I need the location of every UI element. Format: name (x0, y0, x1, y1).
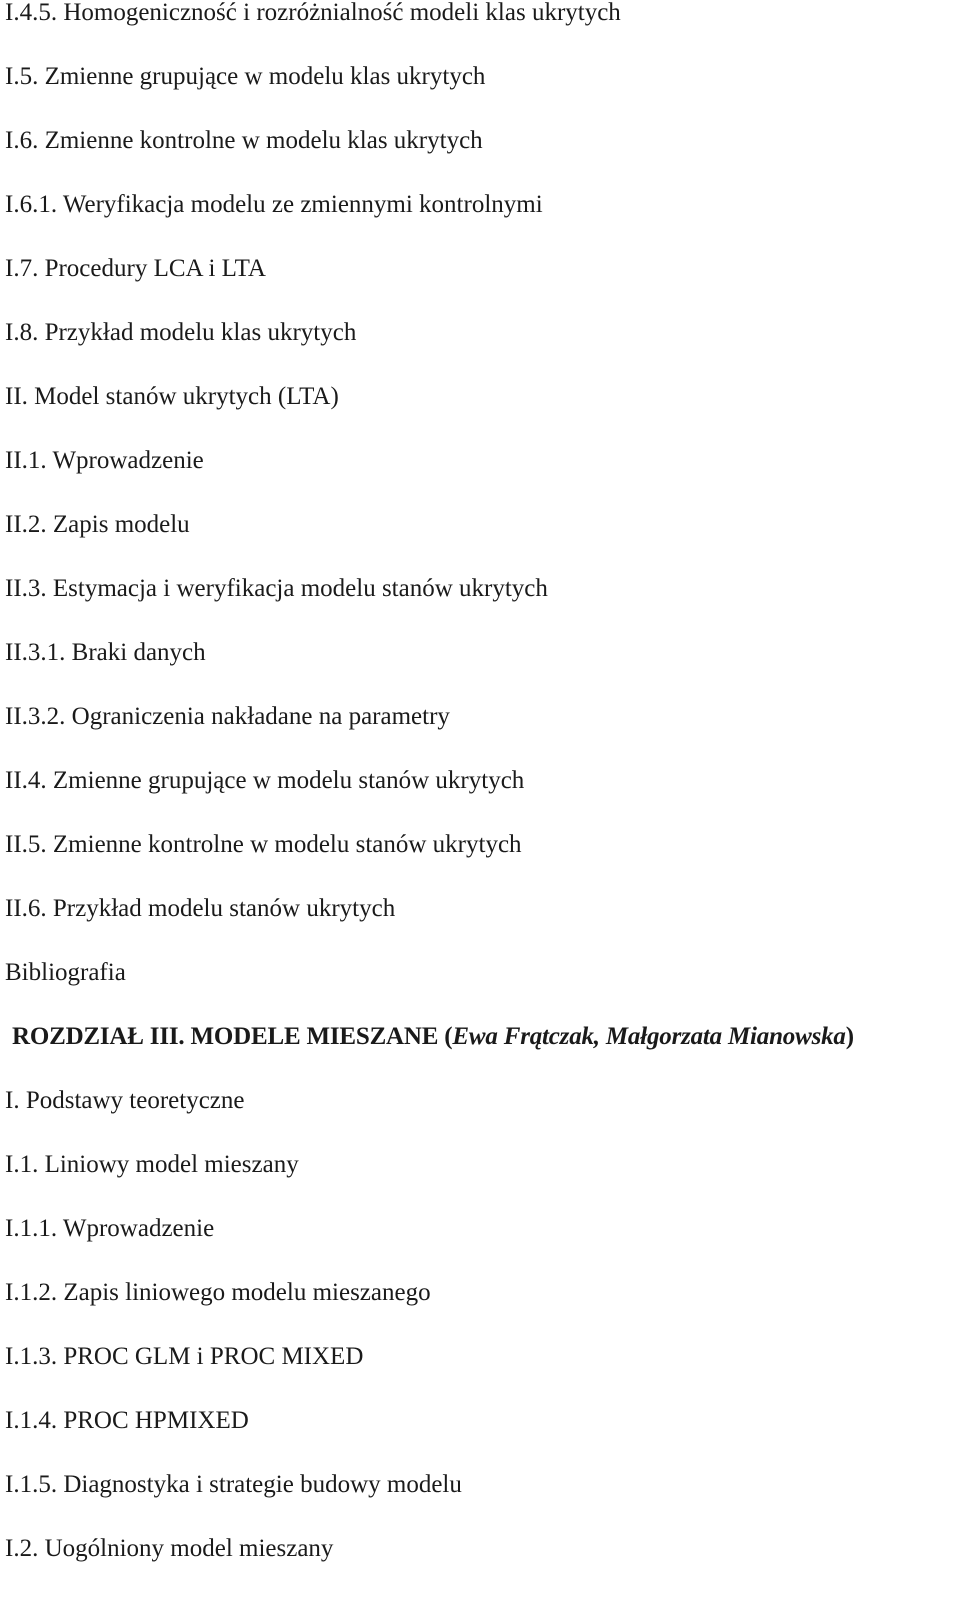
toc-entry: II. Model stanów ukrytych (LTA) (5, 383, 339, 410)
toc-entry: I.1.3. PROC GLM i PROC MIXED (5, 1343, 364, 1370)
toc-entry: II.1. Wprowadzenie (5, 447, 204, 474)
toc-entry: I.5. Zmienne grupujące w modelu klas ukrytych (5, 63, 486, 90)
table-of-contents (5, 0, 960, 1600)
chapter-heading (5, 1024, 960, 1088)
toc-entry: I. Podstawy teoretyczne (5, 1087, 245, 1114)
toc-entry: I.6. Zmienne kontrolne w modelu klas ukrytych (5, 127, 483, 154)
toc-entry: I.1.1. Wprowadzenie (5, 1215, 215, 1242)
toc-entry: I.6.1. Weryfikacja modelu ze zmiennymi kontrolnymi (5, 191, 543, 218)
toc-entry-bibliography: Bibliografia (5, 959, 126, 986)
toc-entry: I.1. Liniowy model mieszany (5, 1151, 299, 1178)
chapter-authors: Ewa Frątczak, Małgorzata Mianowska (452, 1023, 846, 1050)
toc-entry: II.3. Estymacja i weryfikacja modelu stanów ukrytych (5, 575, 548, 602)
toc-entry: I.2. Uogólniony model mieszany (5, 1535, 334, 1562)
toc-entry: I.1.5. Diagnostyka i strategie budowy modelu (5, 1471, 462, 1498)
toc-entry: II.6. Przykład modelu stanów ukrytych (5, 895, 396, 922)
toc-entry: I.1.2. Zapis liniowego modelu mieszanego (5, 1279, 431, 1306)
toc-entry: II.3.2. Ograniczenia nakładane na parametry (5, 703, 450, 730)
toc-entry: I.4.5. Homogeniczność i rozróżnialność modeli klas ukrytych (5, 0, 621, 26)
toc-entry: II.4. Zmienne grupujące w modelu stanów ukrytych (5, 767, 525, 794)
toc-entry: II.5. Zmienne kontrolne w modelu stanów ukrytych (5, 831, 522, 858)
chapter-title: ROZDZIAŁ III. MODELE MIESZANE ( (12, 1023, 453, 1050)
chapter-title-close: ) (845, 1023, 854, 1050)
toc-entry: II.3.1. Braki danych (5, 639, 206, 666)
toc-entry: I.8. Przykład modelu klas ukrytych (5, 319, 357, 346)
toc-entry: I.7. Procedury LCA i LTA (5, 255, 266, 282)
toc-entry: II.2. Zapis modelu (5, 511, 190, 538)
toc-entry: I.1.4. PROC HPMIXED (5, 1407, 249, 1434)
